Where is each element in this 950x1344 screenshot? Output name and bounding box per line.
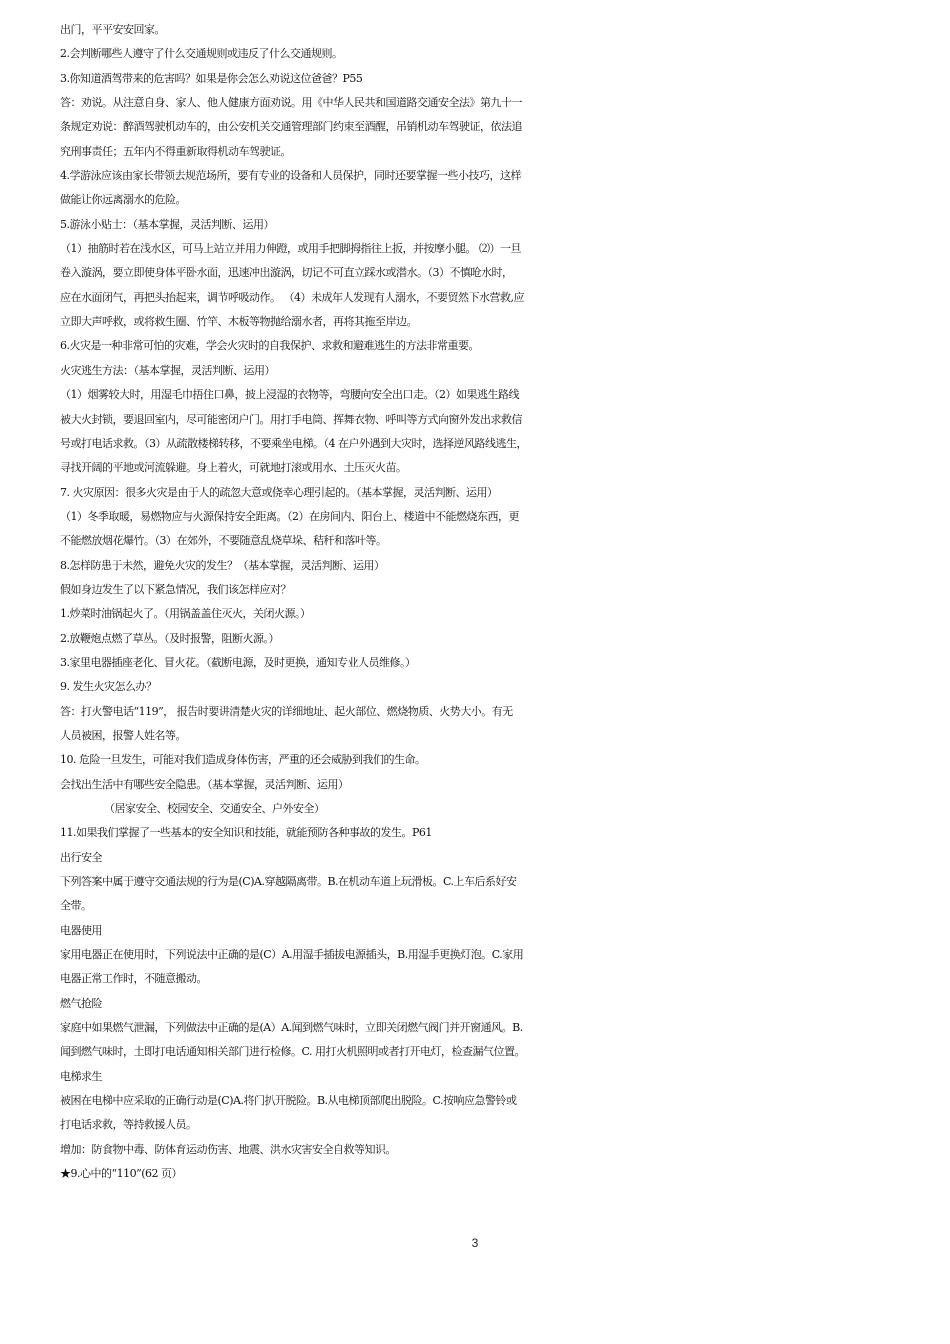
text-line: 电器使用	[60, 923, 102, 937]
text-line: 9. 发生火灾怎么办？	[60, 680, 157, 694]
text-line: 2.放鞭炮点燃了草丛。（及时报警，阻断火源。）	[60, 631, 279, 645]
text-line: 2.会判断哪些人遵守了什么交通规则或违反了什么交通规则。	[60, 47, 343, 61]
text-line: 被大火封锁，要退回室内，尽可能密闭户门。用打手电筒、挥舞衣物、呼叫等方式向窗外发出求救信	[60, 412, 522, 426]
text-line: 全带。	[60, 899, 92, 913]
text-line: 燃气抢险	[60, 996, 102, 1010]
text-line: 家用电器正在使用时，下列说法中正确的是(C）A.用湿手插拔电源插头，B.用湿手更换灯泡。C.家用	[60, 948, 524, 962]
page-content	[60, 18, 900, 1187]
text-line: 究刑事责任；五年内不得重新取得机动车驾驶证。	[60, 144, 291, 158]
text-line: （1）冬季取暖，易燃物应与火源保持安全距离。（2）在房间内、阳台上、楼道中不能燃烧东西，更	[60, 509, 519, 523]
text-line: 假如身边发生了以下紧急情况，我们该怎样应对？	[60, 582, 291, 596]
text-line: 会找出生活中有哪些安全隐患。（基本掌握，灵活判断、运用）	[60, 777, 349, 791]
text-line: 5.游泳小贴士：（基本掌握，灵活判断、运用）	[60, 217, 274, 231]
text-line: 3.家里电器插座老化、冒火花。（截断电源，及时更换，通知专业人员维修。）	[60, 655, 416, 669]
text-line: 家庭中如果燃气泄漏，下列做法中正确的是(A）A.闻到燃气味时，立即关闭燃气阀门并开窗通风。B.	[60, 1021, 523, 1035]
text-line: 3.你知道酒驾带来的危害吗？如果是你会怎么劝说这位爸爸？P55	[60, 71, 363, 85]
text-line: 出行安全	[60, 850, 102, 864]
text-line: 11.如果我们掌握了一些基本的安全知识和技能，就能预防各种事故的发生。P61	[60, 826, 432, 840]
text-line: 答：打火警电话“119”， 报告时要讲清楚火灾的详细地址、起火部位、燃烧物质、火势大小。有无	[60, 704, 513, 718]
text-line: 卷入漩涡，要立即使身体平卧水面，迅速冲出漩涡，切记不可直立踩水或潜水。（3）不慎呛水时，	[60, 266, 513, 280]
text-line: ★9.心中的“110”(62 页）	[60, 1167, 183, 1181]
text-line: （居家安全、校园安全、交通安全、户外安全）	[104, 802, 325, 815]
text-line: 做能让你远离溺水的危险。	[60, 193, 186, 207]
text-line: 8.怎样防患于未然，避免火灾的发生？（基本掌握，灵活判断、运用）	[60, 558, 385, 572]
text-line: 闻到燃气味时，土即打电话通知相关部门进行检修。C. 用打火机照明或者打开电灯，检查漏气位置。	[60, 1045, 526, 1059]
text-line: 下列答案中属于遵守交通法规的行为是(C)A.穿越隔离带。B.在机动车道上玩滑板。C.上车后系好安	[60, 875, 517, 889]
text-line: 1.炒菜时油锅起火了。（用锅盖盖住灭火，关闭火源。）	[60, 607, 311, 621]
text-line: 电器正常工作时，不随意搬动。	[60, 972, 207, 986]
text-line: 寻找开阔的平地或河流躲避。身上着火，可就地打滚或用水、土压灭火苗。	[60, 461, 407, 475]
text-line: 应在水面闭气，再把头抬起来，调节呼吸动作。 （4）未成年人发现有人溺水，不要贸然下水营救,应	[60, 290, 524, 304]
text-line: 被困在电梯中应采取的正确行动是(C)A.将门扒开脱险。B.从电梯顶部爬出脱险。C.按响应急警铃或	[60, 1094, 517, 1108]
text-line: 不能燃放烟花爆竹。（3）在郊外，不要随意乱烧草垛、秸秆和落叶等。	[60, 534, 387, 548]
text-line: （1）烟雾较大时，用湿毛巾捂住口鼻，披上浸湿的衣物等，弯腰向安全出口走。（2）如果逃生路线	[60, 388, 519, 402]
text-line: 10. 危险一旦发生，可能对我们造成身体伤害，严重的还会威胁到我们的生命。	[60, 753, 426, 767]
text-line: 条规定劝说：醉酒驾驶机动车的，由公安机关交通管理部门约束至酒醒，吊销机动车驾驶证，依法追	[60, 120, 522, 134]
text-line: 电梯求生	[60, 1069, 102, 1083]
text-line: 增加：防食物中毒、防体育运动伤害、地震、洪水灾害安全自救等知识。	[60, 1142, 396, 1156]
page-number: 3	[471, 1236, 479, 1250]
text-line: 6.火灾是一种非常可怕的灾难，学会火灾时的自我保护、求救和避难逃生的方法非常重要。	[60, 339, 479, 353]
text-line: （1）抽筋时若在浅水区，可马上站立并用力伸蹬，或用手把脚拇指往上扳，并按摩小腿。 ⑵）一旦	[60, 242, 521, 256]
text-line: 火灾逃生方法：（基本掌握，灵活判断、运用）	[60, 363, 275, 377]
text-line: 4.学游泳应该由家长带领去规范场所，要有专业的设备和人员保护，同时还要掌握一些小技巧，这样	[60, 169, 521, 183]
text-line: 出门，平平安安回家。	[60, 23, 165, 36]
text-line: 人员被困，报警人姓名等。	[60, 728, 186, 742]
text-line: 答：劝说。从注意自身、家人、他人健康方面劝说。用《中华人民共和国道路交通安全法》第九十一	[60, 96, 522, 110]
text-line: 打电话求救，等持救援人员。	[60, 1118, 197, 1132]
text-line: 号或打电话求救。（3）从疏散楼梯转移，不要乘坐电梯。（4 在户外遇到大灾时，选择逆风路线逃生，	[60, 436, 527, 450]
text-line: 立即大声呼救，或将救生圈、竹竿、木板等物抛给溺水者，再将其拖至岸边。	[60, 315, 417, 329]
text-line: 7. 火灾原因：很多火灾是由于人的疏忽大意或侥幸心理引起的。（基本掌握，灵活判断、运用）	[60, 485, 498, 499]
